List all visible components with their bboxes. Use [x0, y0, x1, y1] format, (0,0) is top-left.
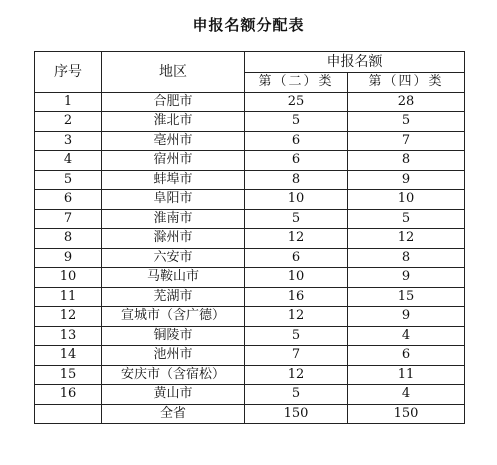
region-cell: 合肥市 — [102, 92, 245, 112]
category-4-cell: 9 — [348, 307, 465, 327]
table-row — [35, 346, 465, 366]
category-2-cell: 6 — [245, 248, 348, 268]
category-4-cell: 8 — [348, 151, 465, 171]
category-4-cell: 4 — [348, 385, 465, 405]
category-4-cell: 4 — [348, 326, 465, 346]
category-2-cell: 8 — [245, 170, 348, 190]
category-4-cell: 6 — [348, 346, 465, 366]
region-cell: 蚌埠市 — [102, 170, 245, 190]
table-row — [35, 151, 465, 171]
category-2-cell: 12 — [245, 307, 348, 327]
header-category-4: 第（四）类 — [348, 73, 465, 93]
seq-cell: 9 — [35, 248, 102, 268]
table-row — [35, 190, 465, 210]
region-cell: 池州市 — [102, 346, 245, 366]
total-category-4-cell: 150 — [348, 404, 465, 424]
seq-cell: 12 — [35, 307, 102, 327]
region-cell: 马鞍山市 — [102, 268, 245, 288]
total-label-cell: 全省 — [102, 404, 245, 424]
table-row — [35, 248, 465, 268]
seq-cell: 5 — [35, 170, 102, 190]
seq-cell: 16 — [35, 385, 102, 405]
category-2-cell: 7 — [245, 346, 348, 366]
category-4-cell: 5 — [348, 209, 465, 229]
table-row — [35, 326, 465, 346]
category-4-cell: 12 — [348, 229, 465, 249]
seq-cell: 14 — [35, 346, 102, 366]
total-category-2-cell: 150 — [245, 404, 348, 424]
table-body — [35, 92, 465, 404]
seq-cell: 11 — [35, 287, 102, 307]
seq-cell: 7 — [35, 209, 102, 229]
header-category-2: 第（二）类 — [245, 73, 348, 93]
category-2-cell: 10 — [245, 268, 348, 288]
table-row — [35, 92, 465, 112]
region-cell: 黄山市 — [102, 385, 245, 405]
category-4-cell: 10 — [348, 190, 465, 210]
table-row — [35, 307, 465, 327]
header-quota: 申报名额 — [245, 52, 465, 73]
category-4-cell: 9 — [348, 268, 465, 288]
region-cell: 淮南市 — [102, 209, 245, 229]
total-seq-cell — [35, 404, 102, 424]
seq-cell: 4 — [35, 151, 102, 171]
table-row — [35, 229, 465, 249]
table-row — [35, 287, 465, 307]
category-2-cell: 25 — [245, 92, 348, 112]
category-2-cell: 12 — [245, 229, 348, 249]
table-row — [35, 365, 465, 385]
header-seq: 序号 — [35, 52, 102, 93]
seq-cell: 6 — [35, 190, 102, 210]
region-cell: 亳州市 — [102, 131, 245, 151]
category-4-cell: 7 — [348, 131, 465, 151]
region-cell: 六安市 — [102, 248, 245, 268]
category-4-cell: 9 — [348, 170, 465, 190]
header-region: 地区 — [102, 52, 245, 93]
region-cell: 安庆市（含宿松） — [102, 365, 245, 385]
seq-cell: 15 — [35, 365, 102, 385]
category-2-cell: 10 — [245, 190, 348, 210]
table-header-row — [35, 52, 465, 73]
table-row — [35, 385, 465, 405]
category-4-cell: 5 — [348, 112, 465, 132]
document-title: 申报名额分配表 — [192, 16, 305, 34]
seq-cell: 2 — [35, 112, 102, 132]
category-4-cell: 8 — [348, 248, 465, 268]
seq-cell: 3 — [35, 131, 102, 151]
category-4-cell: 11 — [348, 365, 465, 385]
category-4-cell: 15 — [348, 287, 465, 307]
seq-cell: 10 — [35, 268, 102, 288]
region-cell: 芜湖市 — [102, 287, 245, 307]
category-2-cell: 5 — [245, 112, 348, 132]
category-2-cell: 5 — [245, 385, 348, 405]
table-row — [35, 268, 465, 288]
category-2-cell: 6 — [245, 151, 348, 171]
category-4-cell: 28 — [348, 92, 465, 112]
category-2-cell: 6 — [245, 131, 348, 151]
category-2-cell: 16 — [245, 287, 348, 307]
region-cell: 宿州市 — [102, 151, 245, 171]
quota-allocation-table — [34, 51, 465, 424]
table-row — [35, 170, 465, 190]
table-row — [35, 131, 465, 151]
region-cell: 铜陵市 — [102, 326, 245, 346]
seq-cell: 1 — [35, 92, 102, 112]
region-cell: 阜阳市 — [102, 190, 245, 210]
table-row — [35, 209, 465, 229]
total-row — [35, 404, 465, 424]
category-2-cell: 12 — [245, 365, 348, 385]
category-2-cell: 5 — [245, 209, 348, 229]
seq-cell: 8 — [35, 229, 102, 249]
region-cell: 宣城市（含广德） — [102, 307, 245, 327]
table-row — [35, 112, 465, 132]
region-cell: 淮北市 — [102, 112, 245, 132]
region-cell: 滁州市 — [102, 229, 245, 249]
category-2-cell: 5 — [245, 326, 348, 346]
seq-cell: 13 — [35, 326, 102, 346]
